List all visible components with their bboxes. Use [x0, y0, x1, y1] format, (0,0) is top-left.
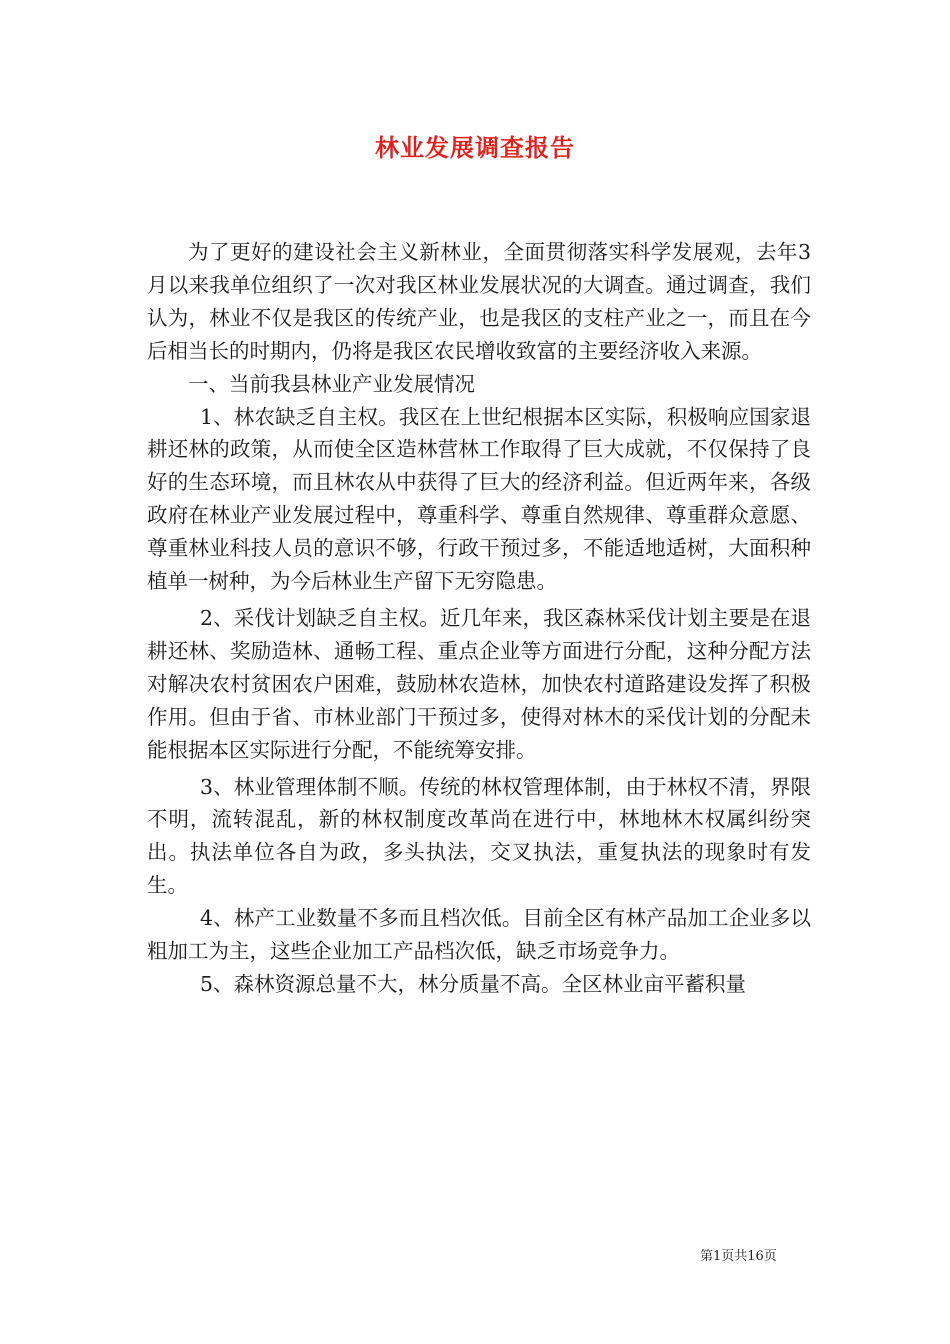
document-body	[147, 236, 811, 1001]
paragraph-item-4: 4、林产工业数量不多而且档次低。目前全区有林产品加工企业多以粗加工为主，这些企业加工产品档次低，缺乏市场竞争力。	[147, 906, 811, 964]
document-title: 林业发展调查报告	[375, 133, 575, 162]
paragraph-item-2: 2、采伐计划缺乏自主权。近几年来，我区森林采伐计划主要是在退耕还林、奖励造林、通畅工程、重点企业等方面进行分配，这种分配方法对解决农村贫困农户困难，鼓励林农造林，加快农村道路建设发挥了积极作用。但由于省、市林业部门干预过多，使得对林木的采伐计划的分配未能根据本区实际进行分配，不能统筹安排。	[147, 605, 811, 762]
intro-paragraph: 为了更好的建设社会主义新林业，全面贯彻落实科学发展观，去年3月以来我单位组织了一次对我区林业发展状况的大调查。通过调查，我们认为，林业不仅是我区的传统产业，也是我区的支柱产业之一，而且在今后相当长的时期内，仍将是我区农民增收致富的主要经济收入来源。	[147, 240, 811, 363]
paragraph-item-1: 1、林农缺乏自主权。我区在上世纪根据本区实际，积极响应国家退耕还林的政策，从而使全区造林营林工作取得了巨大成就，不仅保持了良好的生态环境，而且林农从中获得了巨大的经济利益。但近两年来，各级政府在林业产业发展过程中，尊重科学、尊重自然规律、尊重群众意愿、尊重林业科技人员的意识不够，行政干预过多，不能适地适树，大面积种植单一树种，为今后林业生产留下无穷隐患。	[147, 404, 811, 594]
section-heading-1: 一、当前我县林业产业发展情况	[188, 371, 475, 396]
page-number: 第1页共16页	[700, 1249, 777, 1264]
paragraph-item-5: 5、森林资源总量不大，林分质量不高。全区林业亩平蓄积量	[200, 971, 747, 996]
paragraph-item-3: 3、林业管理体制不顺。传统的林权管理体制，由于林权不清，界限不明，流转混乱，新的林权制度改革尚在进行中，林地林木权属纠纷突出。执法单位各自为政，多头执法，交叉执法，重复执法的现象时有发生。	[147, 774, 811, 898]
